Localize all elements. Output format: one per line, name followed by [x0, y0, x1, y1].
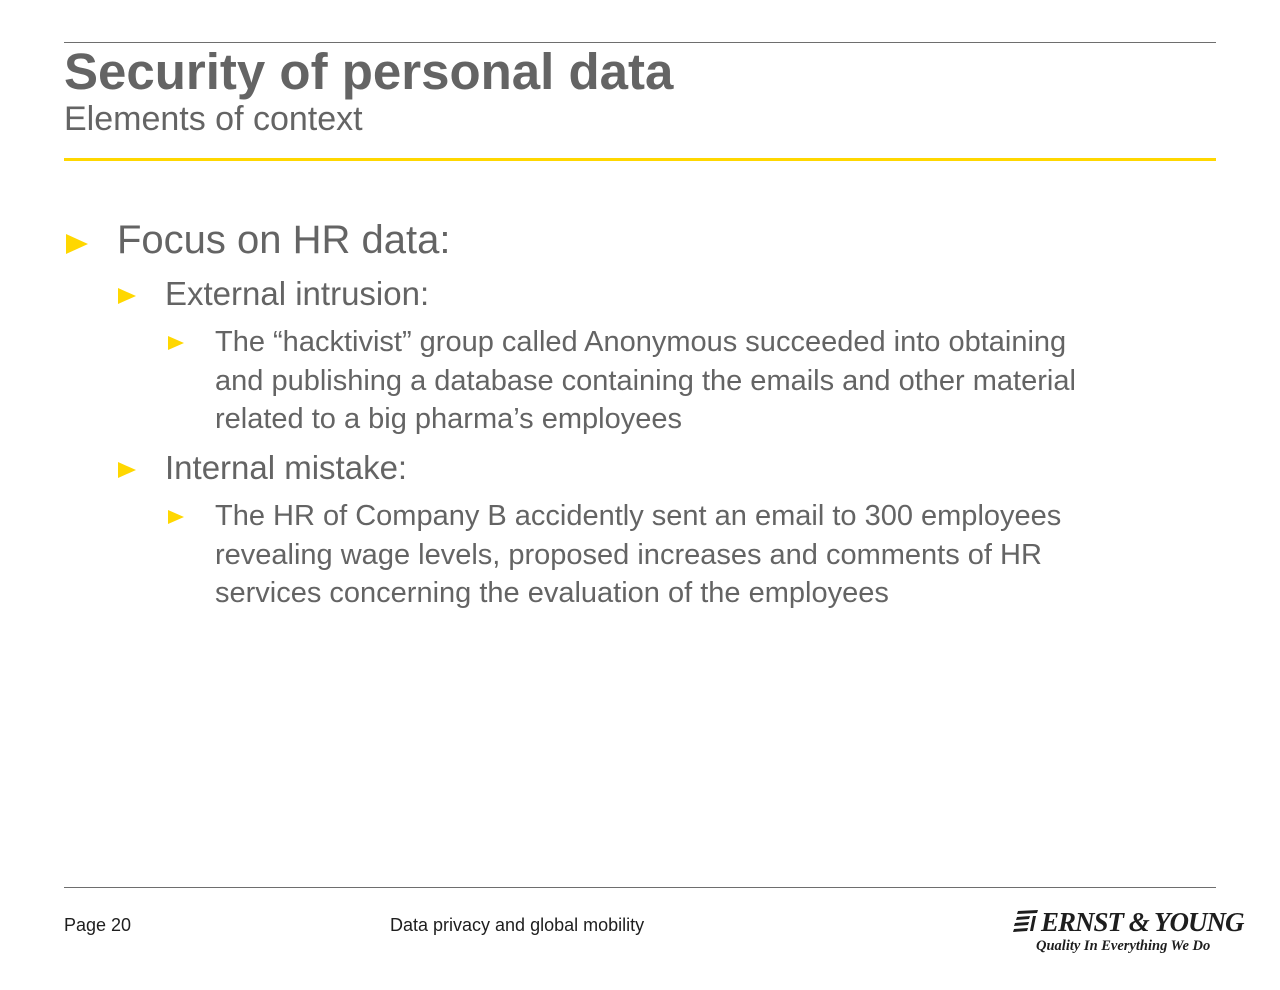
- bullet-arrow-icon: [66, 234, 88, 254]
- bullet-line: The HR of Company B accidently sent an email to 300 employees: [215, 500, 1062, 532]
- bullet-text: External intrusion:: [165, 275, 430, 312]
- logo-company-name: ERNST & YOUNG: [1041, 907, 1244, 937]
- logo-tagline: Quality In Everything We Do: [1036, 938, 1211, 954]
- slide-title: Security of personal data: [64, 43, 674, 100]
- bullet-line: services concerning the evaluation of the employees: [215, 577, 889, 609]
- bullet-arrow-icon: [118, 288, 136, 304]
- footer-rule: [64, 887, 1216, 888]
- document-title: Data privacy and global mobility: [390, 915, 645, 935]
- bullet-line: revealing wage levels, proposed increases and comments of HR: [215, 538, 1042, 571]
- bullet-line: and publishing a database containing the emails and other material: [215, 364, 1076, 397]
- bullet-text: Internal mistake:: [165, 449, 408, 486]
- bullet-arrow-icon: [168, 510, 184, 524]
- bullet-line: related to a big pharma’s employees: [215, 403, 682, 435]
- page-number: Page 20: [64, 915, 132, 935]
- bullet-arrow-icon: [118, 462, 136, 478]
- slide-subtitle: Elements of context: [64, 100, 363, 138]
- bullet-paragraph: [215, 323, 1076, 439]
- bullet-paragraph: [215, 497, 1061, 613]
- bullet-text: Focus on HR data:: [117, 218, 451, 262]
- ey-logo-mark-icon: [1013, 910, 1039, 932]
- ernst-young-logo: [1010, 906, 1244, 958]
- header-accent-rule: [64, 158, 1216, 161]
- bullet-arrow-icon: [168, 336, 184, 350]
- bullet-line: The “hacktivist” group called Anonymous succeeded into obtaining: [215, 326, 1067, 358]
